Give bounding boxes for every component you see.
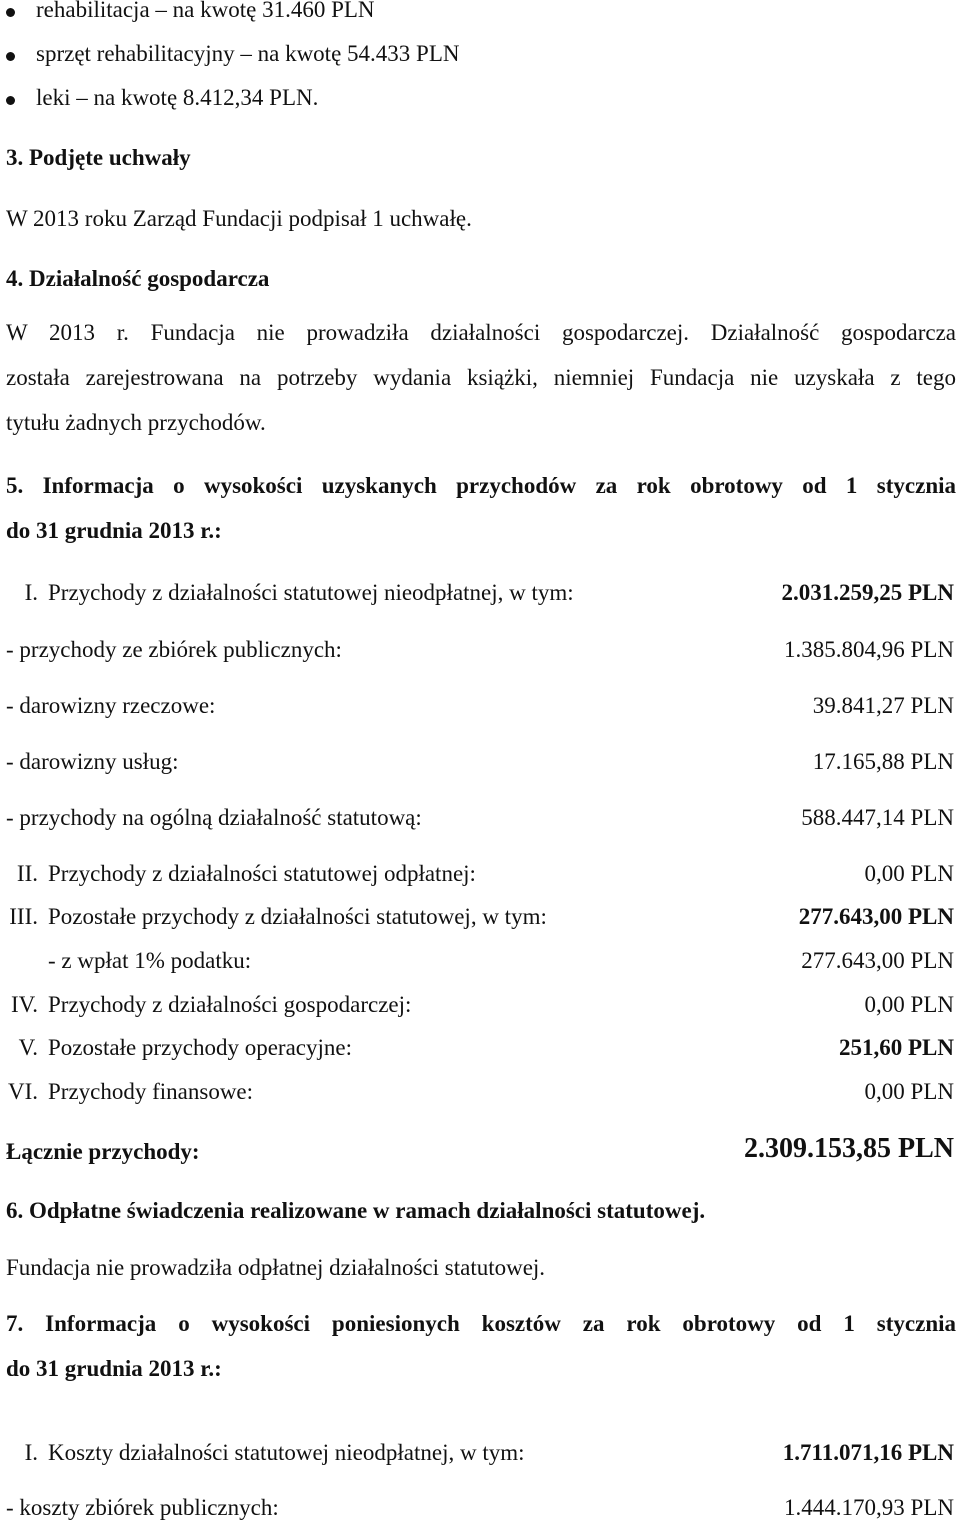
bullet-item-sprzet: sprzęt rehabilitacyjny – na kwotę 54.433 PLN (36, 41, 460, 66)
bullet-item-leki: leki – na kwotę 8.412,34 PLN. (36, 85, 319, 110)
row-number: III. (9, 904, 38, 929)
row-number: IV. (10, 992, 38, 1017)
row-label: - koszty zbiórek publicznych: (6, 1495, 279, 1520)
row-value: 1.711.071,16 PLN (782, 1440, 954, 1465)
section-4-heading: 4. Działalność gospodarcza (6, 266, 270, 291)
section-7-heading-line-2: do 31 grudnia 2013 r.: (6, 1356, 222, 1381)
row-value: 0,00 PLN (864, 861, 954, 886)
section-5-heading-line-2: do 31 grudnia 2013 r.: (6, 518, 222, 543)
row-value: 2.031.259,25 PLN (781, 580, 954, 605)
section-7-heading-line-1: 7. Informacja o wysokości poniesionych kosztów za rok obrotowy od 1 stycznia (6, 1311, 956, 1336)
row-label: Przychody z działalności statutowej odpłatnej: (48, 861, 476, 886)
section-5-heading-line-1: 5. Informacja o wysokości uzyskanych przychodów za rok obrotowy od 1 stycznia (6, 473, 956, 498)
row-label: - przychody na ogólną działalność statutową: (6, 805, 422, 830)
bullet-icon (6, 96, 15, 105)
row-value: 588.447,14 PLN (801, 805, 954, 830)
section-3-heading: 3. Podjęte uchwały (6, 145, 191, 170)
row-value: 251,60 PLN (839, 1035, 954, 1060)
total-value: 2.309.153,85 PLN (744, 1133, 954, 1164)
section-4-line-1: W 2013 r. Fundacja nie prowadziła działalności gospodarczej. Działalność gospodarcza (6, 320, 956, 345)
row-label: Pozostałe przychody z działalności statutowej, w tym: (48, 904, 547, 929)
row-label: Pozostałe przychody operacyjne: (48, 1035, 352, 1060)
row-value: 1.385.804,96 PLN (784, 637, 954, 662)
section-4-line-2: została zarejestrowana na potrzeby wydania książki, niemniej Fundacja nie uzyskała z tego (6, 365, 956, 390)
row-number: VI. (7, 1079, 38, 1104)
row-value: 0,00 PLN (864, 992, 954, 1017)
row-label: - darowizny rzeczowe: (6, 693, 216, 718)
row-value: 277.643,00 PLN (798, 904, 954, 929)
row-label: Przychody z działalności statutowej nieodpłatnej, w tym: (48, 580, 574, 605)
row-label: - darowizny usług: (6, 749, 179, 774)
row-value: 277.643,00 PLN (801, 948, 954, 973)
row-value: 1.444.170,93 PLN (784, 1495, 954, 1520)
row-label: - przychody ze zbiórek publicznych: (6, 637, 342, 662)
bullet-icon (6, 52, 15, 61)
row-number: I. (24, 580, 38, 605)
section-6-heading: 6. Odpłatne świadczenia realizowane w ramach działalności statutowej. (6, 1198, 706, 1223)
row-number: I. (24, 1440, 38, 1465)
bullet-item-rehabilitacja: rehabilitacja – na kwotę 31.460 PLN (36, 0, 375, 22)
section-6-text: Fundacja nie prowadziła odpłatnej działalności statutowej. (6, 1255, 546, 1280)
section-3-text: W 2013 roku Zarząd Fundacji podpisał 1 uchwałę. (6, 206, 472, 231)
row-label: Koszty działalności statutowej nieodpłatnej, w tym: (48, 1440, 525, 1465)
section-4-line-3: tytułu żadnych przychodów. (6, 410, 266, 435)
row-label: Przychody finansowe: (48, 1079, 254, 1104)
row-label: - z wpłat 1% podatku: (48, 948, 252, 973)
row-label: Przychody z działalności gospodarczej: (48, 992, 412, 1017)
row-value: 17.165,88 PLN (812, 749, 954, 774)
row-value: 0,00 PLN (864, 1079, 954, 1104)
total-label: Łącznie przychody: (6, 1139, 200, 1164)
row-value: 39.841,27 PLN (812, 693, 954, 718)
row-number: V. (18, 1035, 38, 1060)
row-number: II. (16, 861, 38, 886)
bullet-icon (6, 8, 15, 17)
